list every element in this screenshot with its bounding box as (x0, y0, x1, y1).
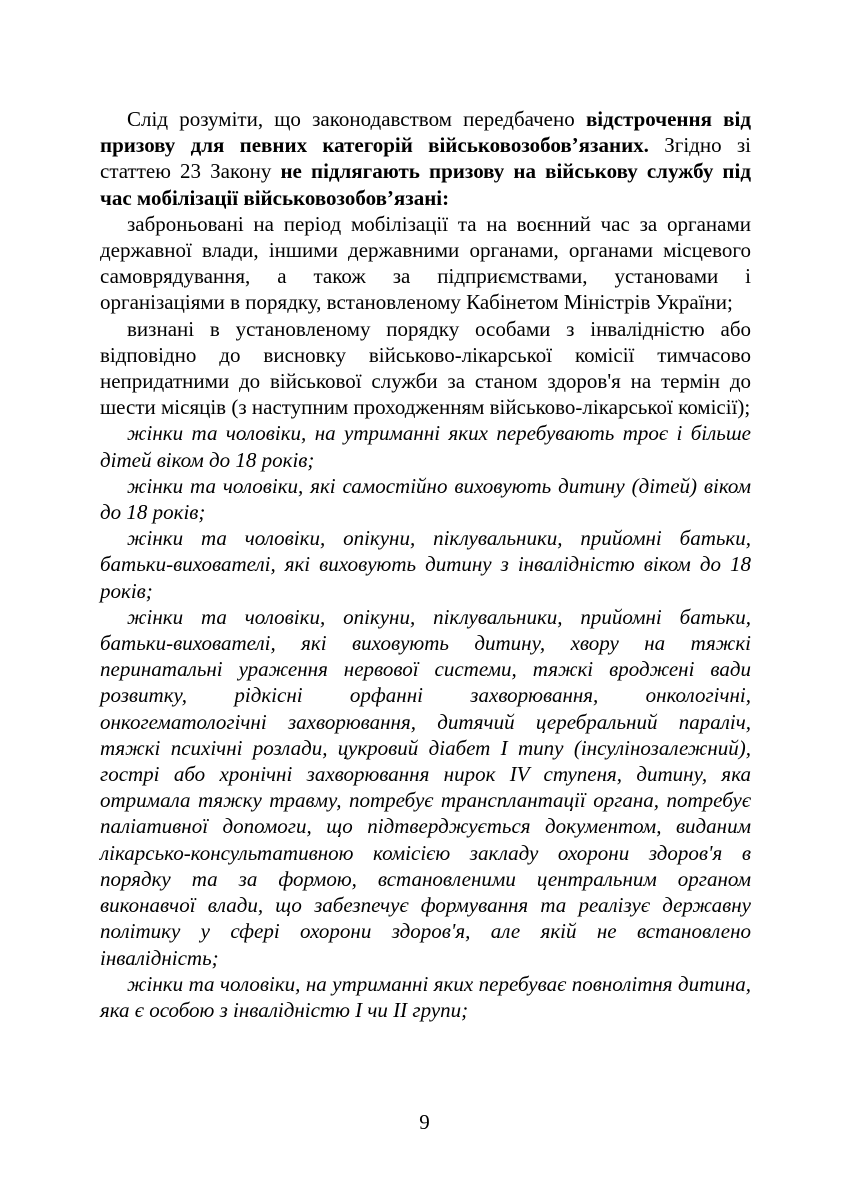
intro-bold-1: відстрочення від призову для певних категорій військовозобов’язаних. (100, 107, 751, 158)
intro-text-2: Згідно зі статтею 23 Закону (100, 133, 751, 184)
intro-bold-2: не підлягають призову на військову службу під час мобілізації військовозобов’язані: (100, 159, 751, 210)
list-item-italic: жінки та чоловіки, на утриманні яких перебуває повнолітня дитина, яка є особою з інвалідністю I чи II групи; (100, 971, 751, 1022)
page-body (100, 106, 751, 1023)
list-item: заброньовані на період мобілізації та на воєнний час за органами державної влади, іншими державними органами, органами місцевого самоврядування, а також за підприємствами, установами і організаціями в порядку, встановленому Кабінетом Міністрів України; (100, 211, 751, 315)
page-number: 9 (419, 1110, 430, 1134)
list-item: визнані в установленому порядку особами з інвалідністю або відповідно до висновку військово-лікарської комісії тимчасово непридатними до військової служби за станом здоров'я на термін до шести місяців (з наступним проходженням військово-лікарської комісії); (100, 316, 751, 420)
intro-paragraph (100, 106, 751, 211)
list-item-italic: жінки та чоловіки, які самостійно виховують дитину (дітей) віком до 18 років; (100, 473, 751, 525)
list-item-italic: жінки та чоловіки, опікуни, піклувальники, прийомні батьки, батьки-вихователі, які виховують дитину, хвору на тяжкі перинатальні ураження нервової системи, тяжкі вроджені вади розвитку, рідкісні орфанні захворювання, онкологічні, онкогематологічні захворювання, дитячий церебральний параліч, тяжкі психічні розлади, цукровий діабет I типу (інсулінозалежний), гострі або хронічні захворювання нирок IV ступеня, дитину, яка отримала тяжку травму, потребує трансплантації органа, потребує паліативної допомоги, що підтверджується документом, виданим лікарсько-консультативною комісією закладу охорони здоров'я в порядку та за формою, встановленими центральним органом виконавчої влади, що забезпечує формування та реалізує державну політику у сфері охорони здоров'я, але якій не встановлено інвалідність; (100, 604, 751, 970)
list-item-italic: жінки та чоловіки, опікуни, піклувальники, прийомні батьки, батьки-вихователі, які виховують дитину з інвалідністю віком до 18 років; (100, 526, 751, 603)
list-item-italic: жінки та чоловіки, на утриманні яких перебувають троє і більше дітей віком до 18 років; (100, 421, 751, 472)
intro-text-1: Слід розуміти, що законодавством передбачено (127, 107, 586, 131)
